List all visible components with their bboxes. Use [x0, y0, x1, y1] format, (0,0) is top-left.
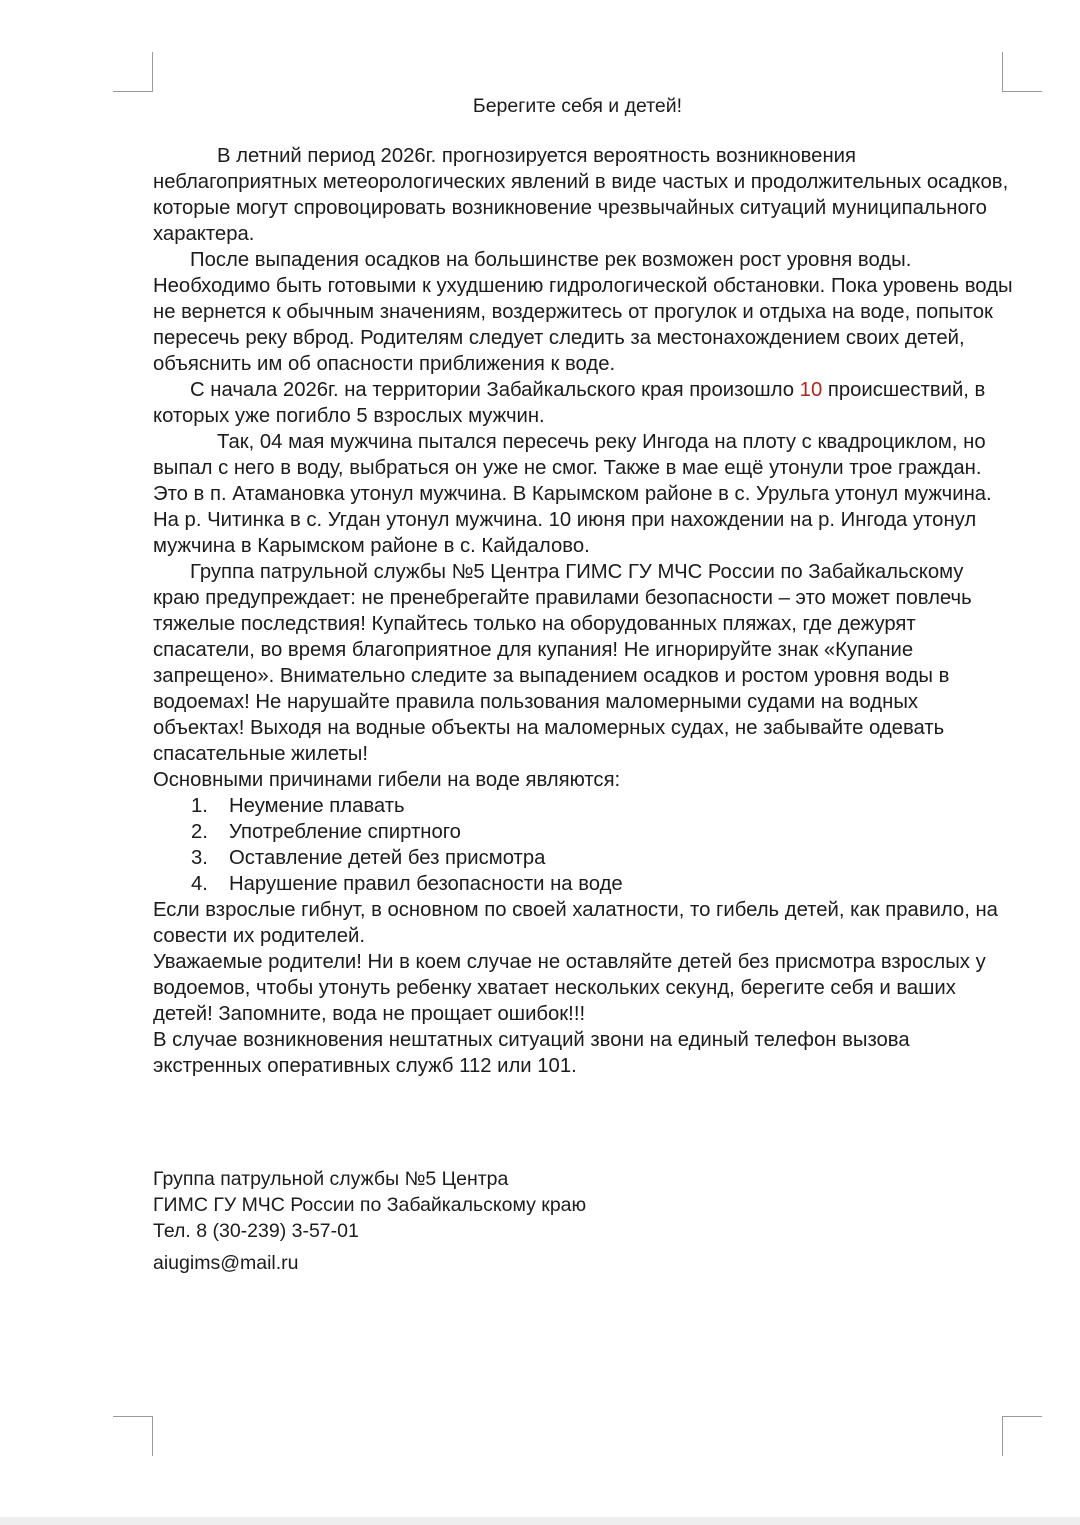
list-item	[153, 819, 1013, 845]
causes-intro: Основными причинами гибели на воде являются:	[153, 769, 621, 791]
list-item-text: Неумение плавать	[229, 795, 405, 817]
paragraph-incidents	[153, 377, 1013, 429]
signature-line-2: ГИМС ГУ МЧС России по Забайкальскому краю	[153, 1194, 587, 1216]
incidents-text-before: С начала 2026г. на территории Забайкальского края произошло	[190, 379, 800, 401]
list-item-text: Употребление спиртного	[229, 821, 461, 843]
document-title: Берегите себя и детей!	[472, 95, 683, 117]
list-item-number: 4.	[191, 873, 208, 895]
signature-line-1: Группа патрульной службы №5 Центра	[153, 1168, 509, 1190]
list-item-text: Оставление детей без присмотра	[229, 847, 546, 869]
paragraph-cases: Так, 04 мая мужчина пытался пересечь реку Ингода на плоту с квадроциклом, но выпал с него в воду, выбраться он уже не смог. Также в мае ещё утонули трое граждан. Это в п. Атамановка утонул мужчина. В Карымском районе в с. Урульга утонул мужчина. На р. Читинка в с. Угдан утонул мужчина. 10 июня при нахождении на р. Ингода утонул мужчина в Карымском районе в с. Кайдалово.	[153, 431, 992, 557]
signature-phone: Тел. 8 (30-239) 3-57-01	[153, 1220, 359, 1242]
paragraph-note: Если взрослые гибнут, в основном по своей халатности, то гибель детей, как правило, на совести их родителей.	[153, 899, 998, 947]
signature-email: aiugims@mail.ru	[153, 1252, 299, 1274]
document-body	[153, 143, 1013, 1079]
causes-list	[153, 793, 1013, 897]
crop-mark-top-left	[113, 52, 153, 92]
incidents-count: 10	[799, 379, 823, 401]
crop-mark-bottom-right	[1002, 1416, 1042, 1456]
list-item-text: Нарушение правил безопасности на воде	[229, 873, 623, 895]
crop-mark-top-right	[1002, 52, 1042, 92]
paragraph-warning: Группа патрульной службы №5 Центра ГИМС ГУ МЧС России по Забайкальскому краю предупреждает: не пренебрегайте правилами безопасности – это может повлечь тяжелые последствия! Купайтесь только на оборудованных пляжах, где дежурят спасатели, во время благоприятное для купания! Не игнорируйте знак «Купание запрещено». Внимательно следите за выпадением осадков и ростом уровня воды в водоемах! Не нарушайте правила пользования маломерными судами на водных объектах! Выходя на водные объекты на маломерных судах, не забывайте одевать спасательные жилеты!	[153, 561, 972, 765]
list-item	[153, 793, 1013, 819]
list-item-number: 1.	[191, 795, 208, 817]
crop-mark-bottom-left	[113, 1416, 153, 1456]
page-bottom-strip	[0, 1517, 1080, 1525]
paragraph-forecast: В летний период 2026г. прогнозируется вероятность возникновения неблагоприятных метеорологических явлений в виде частых и продолжительных осадков, которые могут спровоцировать возникновение чрезвычайных ситуаций муниципального характера.	[153, 145, 1009, 245]
paragraph-appeal: Уважаемые родители! Ни в коем случае не оставляйте детей без присмотра взрослых у водоемов, чтобы утонуть ребенку хватает нескольких секунд, берегите себя и ваших детей! Запомните, вода не прощает ошибок!!!	[153, 951, 986, 1025]
paragraph-water-level: После выпадения осадков на большинстве рек возможен рост уровня воды. Необходимо быть готовыми к ухудшению гидрологической обстановки. Пока уровень воды не вернется к обычным значениям, воздержитесь от прогулок и отдыха на воде, попыток пересечь реку вброд. Родителям следует следить за местонахождением своих детей, объяснить им об опасности приближения к воде.	[153, 249, 1013, 375]
list-item	[153, 845, 1013, 871]
list-item	[153, 871, 1013, 897]
list-item-number: 2.	[191, 821, 208, 843]
incidents-text-after: происшествий, в которых уже погибло 5 взрослых мужчин.	[153, 379, 986, 427]
list-item-number: 3.	[191, 847, 208, 869]
paragraph-emergency: В случае возникновения нештатных ситуаций звони на единый телефон вызова экстренных оперативных служб 112 или 101.	[153, 1029, 910, 1077]
document-signature	[153, 1166, 973, 1276]
